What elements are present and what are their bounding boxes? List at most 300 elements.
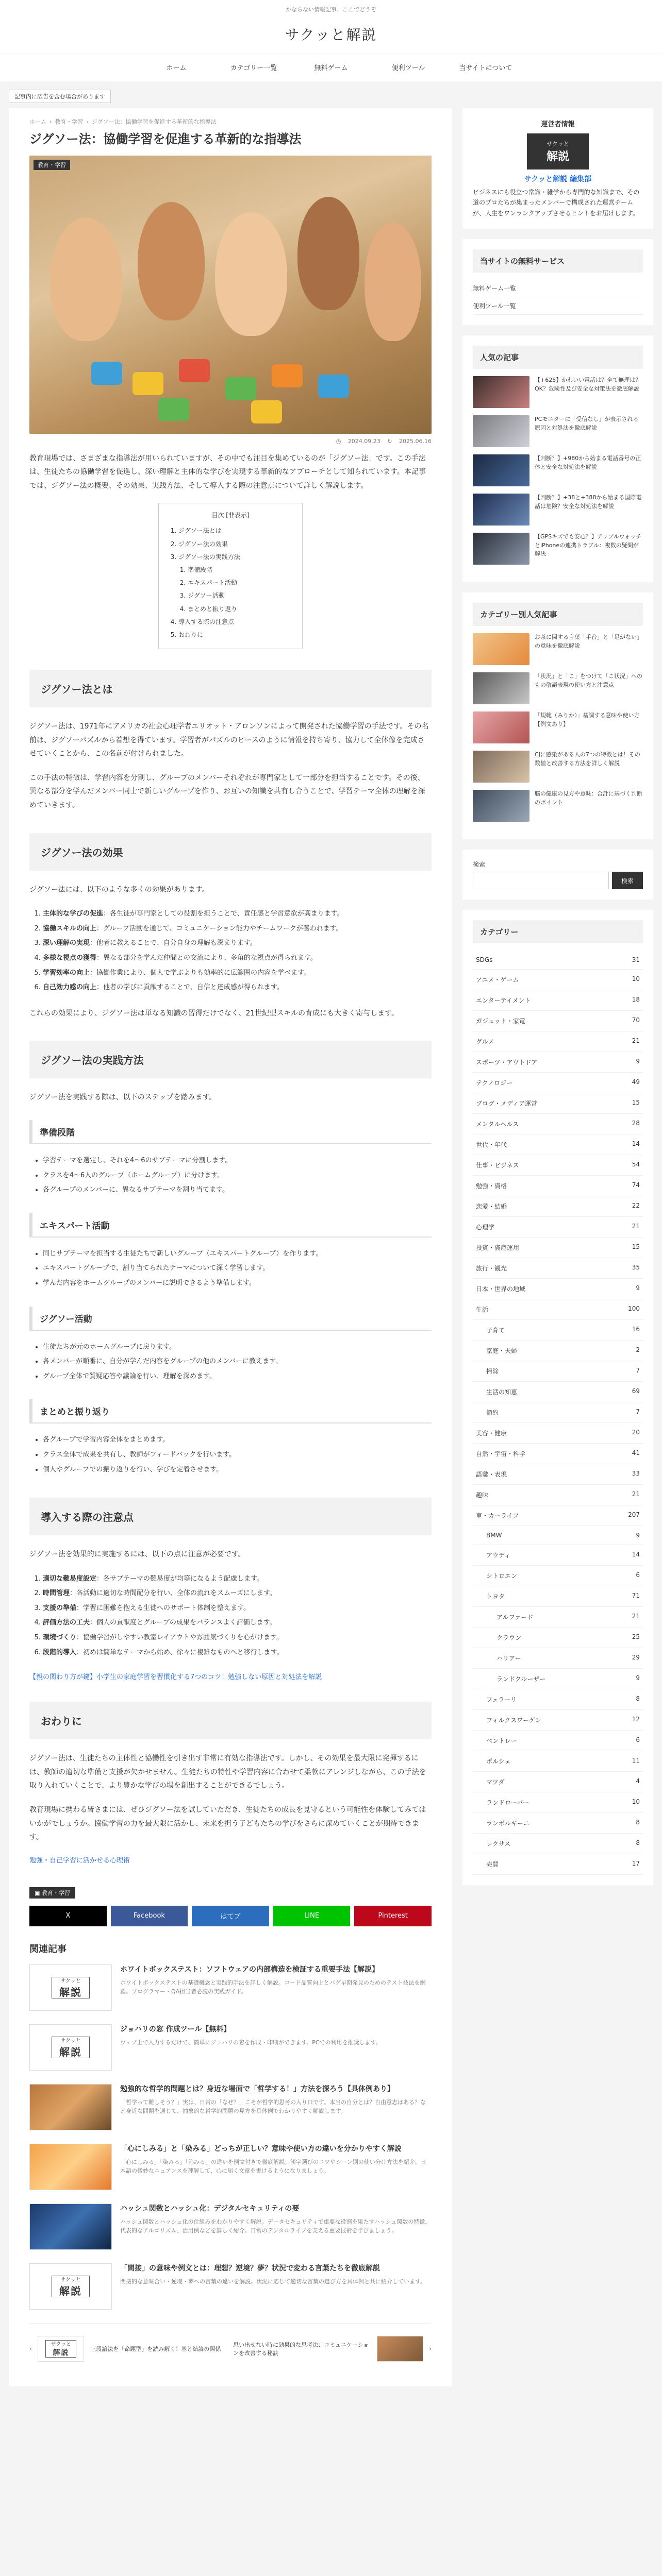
category-name[interactable]: 旅行・観光 xyxy=(476,1265,507,1273)
related-item[interactable] xyxy=(29,2263,432,2310)
paragraph: ジグソー法は、生徒たちの主体性と協働性を引き出す非常に有効な指導法です。しかし、その効果を最大限に発揮するには、教師の適切な準備と支援が欠かせません。生徒たちの特性や学習内容に合わせて柔軟にアレンジしながら、この手法を取り入れていくことで、より豊かな学びの場を創出することができるでしょう。 xyxy=(29,1754,426,1790)
prev-post-title: 三段論法を「命題型」を読み解く！基と結論の関係 xyxy=(90,2345,221,2352)
category-name[interactable]: ランドローバー xyxy=(486,1799,529,1807)
breadcrumb xyxy=(29,117,432,126)
category-row[interactable] xyxy=(473,1341,643,1361)
category-name[interactable]: アウディ xyxy=(486,1552,511,1560)
popular-item-title[interactable]: 【+625】かわいい電話は？全て無理は？OK？危険性及び安全な対策法を徹底解説 xyxy=(535,377,641,392)
recommended-item[interactable] xyxy=(473,672,643,704)
toc-subitem[interactable]: 1. 準備段階 xyxy=(188,564,293,577)
category-row[interactable] xyxy=(473,1669,643,1689)
category-name[interactable]: レクサス xyxy=(486,1840,511,1848)
popular-item[interactable] xyxy=(473,533,643,565)
paragraph: 教育現場に携わる皆さまには、ぜひジグソー法を試していただき、生徒たちの成長を見守るという可能性を体験してみてはいかがでしょうか。協働学習の力を最大限に活かし、未来を担う子どもたちの学びをさらに深めていくことが期待できます。 xyxy=(29,1806,426,1842)
category-name[interactable]: 心理学 xyxy=(476,1224,495,1231)
list-item xyxy=(43,936,432,951)
toc-item[interactable] xyxy=(178,616,293,629)
category-name[interactable]: 趣味 xyxy=(476,1492,489,1499)
share-button-x[interactable]: X xyxy=(29,1906,107,1926)
category-name[interactable]: シトロエン xyxy=(486,1572,518,1580)
owner-title: 運営者情報 xyxy=(541,121,575,128)
recommended-thumb xyxy=(473,790,529,822)
next-post-title: 思い出せない時に効果的な思考法：コミュニケーションを改善する秘訣 xyxy=(233,2341,369,2357)
nav-item[interactable]: カテゴリー一覧 xyxy=(230,64,277,72)
list-desc: 各サブテーマの難易度が均等になるよう配慮します。 xyxy=(103,1574,263,1583)
category-name[interactable]: 自然・宇宙・科学 xyxy=(476,1450,526,1458)
nav-item[interactable]: ホーム xyxy=(166,64,187,72)
category-count: 70 xyxy=(632,1016,640,1024)
category-row[interactable] xyxy=(473,1566,643,1586)
eyecatch-image xyxy=(29,156,432,434)
category-row[interactable] xyxy=(473,1751,643,1772)
list-separator: ： xyxy=(96,924,103,933)
category-name[interactable]: エンターテイメント xyxy=(476,997,531,1005)
category-row[interactable] xyxy=(473,1710,643,1731)
category-name[interactable]: ポルシェ xyxy=(486,1758,511,1766)
subsection-heading: まとめと振り返り xyxy=(29,1399,432,1423)
category-name[interactable]: トヨタ xyxy=(486,1593,505,1601)
categories-widget xyxy=(462,910,653,1885)
logo-small-text: サクッと xyxy=(60,2277,81,2283)
recommended-item-title[interactable]: お茶に関する言葉「手台」と「足がない」の意味を徹底解説 xyxy=(535,634,642,649)
toc-subitem[interactable]: 4. まとめと振り返り xyxy=(188,603,293,616)
related-thumb xyxy=(29,2084,112,2130)
popular-item-title[interactable]: 【判断？】+38と+388から始まる国際電話は危険？安全な対処法を解説 xyxy=(535,494,642,510)
category-row[interactable] xyxy=(473,1586,643,1607)
popular-item[interactable] xyxy=(473,415,643,447)
list-separator: ： xyxy=(90,969,97,977)
related-inline-link[interactable]: 勉強・自己学習に活かせる心理術 xyxy=(29,1856,130,1865)
site-logo-thumb xyxy=(52,1977,90,1998)
category-name[interactable]: フェラーリ xyxy=(486,1696,517,1704)
category-row[interactable] xyxy=(473,1731,643,1751)
category-name[interactable]: 恋愛・結婚 xyxy=(476,1203,507,1211)
category-count: 6 xyxy=(636,1736,640,1744)
article-intro: 教育現場では、さまざまな指導法が用いられていますが、その中でも注目を集めているのが「ジグソー法」です。この手法は、生徒たちの協働学習を促進し、深い理解と主体的な学びを実現する革新的なアプローチとして知られています。本記事では、ジグソー法の概要、その効果、実践方法、そして導入する際の注意点について詳しく解説します。 xyxy=(29,454,426,490)
toc-item-label[interactable]: 導入する際の注意点 xyxy=(178,618,235,625)
popular-thumb xyxy=(473,494,529,526)
category-row[interactable] xyxy=(473,951,643,970)
post-pager xyxy=(29,2323,432,2366)
step-list xyxy=(29,1340,432,1384)
category-row[interactable] xyxy=(473,1279,643,1299)
list-desc: 学習に困難を抱える生徒へのサポート体制を整えます。 xyxy=(83,1604,250,1612)
list-item: • グループ全体で質疑応答や議論を行い、理解を深めます。 xyxy=(43,1369,432,1384)
list-item: • クラスを4〜6人のグループ（ホームグループ）に分けます。 xyxy=(43,1168,432,1183)
toc-item[interactable] xyxy=(178,629,293,641)
category-row[interactable] xyxy=(473,1648,643,1669)
popular-item-title[interactable]: 【判断？】+980から始まる電話番号の正体と安全な対処法を解説 xyxy=(535,455,641,470)
category-row[interactable] xyxy=(473,1689,643,1710)
category-row[interactable] xyxy=(473,1526,643,1545)
prev-thumb xyxy=(38,2336,84,2362)
category-row[interactable] xyxy=(473,1423,643,1444)
logo-big-text: 解説 xyxy=(59,2284,82,2297)
list-separator: ： xyxy=(76,1648,84,1656)
toc-item-label[interactable]: ジグソー法の実践方法 xyxy=(178,553,240,561)
steps-container xyxy=(29,1120,432,1477)
recommended-widget xyxy=(462,592,653,839)
page-bottom-space xyxy=(0,2386,662,2402)
popular-item-title[interactable]: PCモニターに「受信なし」が表示される原因と対処法を徹底解説 xyxy=(535,416,639,431)
share-button-facebook[interactable]: Facebook xyxy=(111,1906,188,1926)
category-row[interactable] xyxy=(473,1093,643,1114)
category-name[interactable]: 世代・年代 xyxy=(476,1141,507,1149)
recommended-item-title[interactable]: 「状況」と「こ」をつけて「こ状況」へのもの敬語表現の使い方と注意点 xyxy=(535,673,642,688)
list-desc: 各生徒が専門家としての役割を担うことで、責任感と学習意欲が高まります。 xyxy=(110,910,344,918)
recommended-list xyxy=(473,633,643,822)
category-name[interactable]: テクノロジー xyxy=(476,1079,513,1087)
list-term: 自己効力感の向上 xyxy=(43,984,97,992)
nav-item[interactable]: 当サイトについて xyxy=(459,64,512,72)
category-name[interactable]: ベントレー xyxy=(486,1737,518,1745)
list-item: • 同じサブテーマを担当する生徒たちで新しいグループ（エキスパートグループ）を作ります。 xyxy=(43,1247,432,1262)
puzzle-piece xyxy=(133,372,163,395)
section-heading: ジグソー法の効果 xyxy=(29,833,432,871)
list-item: • 学んだ内容をホームグループのメンバーに説明できるよう準備します。 xyxy=(43,1276,432,1291)
category-row[interactable] xyxy=(473,1545,643,1566)
category-count: 54 xyxy=(632,1161,640,1168)
related-item-title[interactable]: ジョハリの窓 作成ツール【無料】 xyxy=(120,2025,231,2033)
list-separator: ： xyxy=(103,910,110,918)
list-separator: ： xyxy=(76,1604,84,1612)
list-term: 時間管理 xyxy=(43,1589,70,1598)
category-row[interactable] xyxy=(473,1196,643,1217)
category-name[interactable]: 投資・資産運用 xyxy=(476,1244,520,1252)
category-name[interactable]: ガジェット・家電 xyxy=(476,1018,525,1025)
list-desc: グループ活動を通じて、コミュニケーション能力やチームワークが養われます。 xyxy=(103,924,343,933)
toc-subitem[interactable]: 2. エキスパート活動 xyxy=(188,577,293,589)
category-count: 41 xyxy=(632,1449,640,1457)
recommended-item[interactable] xyxy=(473,633,643,665)
related-item[interactable] xyxy=(29,2204,432,2250)
related-item[interactable] xyxy=(29,2084,432,2130)
category-name[interactable]: 仕事・ビジネス xyxy=(476,1162,519,1170)
category-count: 7 xyxy=(636,1367,640,1375)
category-row[interactable] xyxy=(473,1607,643,1628)
owner-name[interactable]: サクッと解説 編集部 xyxy=(524,175,592,183)
list-item: • 各グループのメンバーに、異なるサブテーマを割り当てます。 xyxy=(43,1183,432,1198)
popular-thumb xyxy=(473,533,529,565)
category-name[interactable]: メンタルヘルス xyxy=(476,1121,519,1128)
category-row[interactable] xyxy=(473,1073,643,1093)
section-heading: おわりに xyxy=(29,1702,432,1739)
category-row[interactable] xyxy=(473,1299,643,1320)
list-separator: ： xyxy=(90,1619,97,1627)
popular-item[interactable] xyxy=(473,376,643,408)
category-count: 15 xyxy=(632,1099,640,1107)
related-item-excerpt: 間接的な意味合い・逆境・夢への言葉の違いを解説。状況に応じて適切な言葉の選び方を具体例と共に紹介しています。 xyxy=(120,2278,426,2285)
category-name[interactable]: スポーツ・アウトドア xyxy=(476,1059,538,1066)
category-count: 2 xyxy=(636,1346,640,1354)
category-count: 10 xyxy=(632,1798,640,1806)
related-item[interactable] xyxy=(29,1964,432,2011)
category-row[interactable] xyxy=(473,1628,643,1648)
share-button-pinterest[interactable]: Pinterest xyxy=(354,1906,432,1926)
service-link[interactable]: 無料ゲーム一覧 xyxy=(473,280,643,297)
category-row[interactable] xyxy=(473,1176,643,1196)
related-list xyxy=(29,1964,432,2310)
category-name[interactable]: 生活の知恵 xyxy=(486,1388,518,1396)
toc-item-label[interactable]: ジグソー法の効果 xyxy=(178,540,228,548)
owner-widget xyxy=(462,108,653,229)
service-link[interactable]: 便利ツール一覧 xyxy=(473,297,643,315)
category-row[interactable] xyxy=(473,1402,643,1423)
list-item: • 各グループで学習内容全体をまとめます。 xyxy=(43,1433,432,1448)
category-count: 10 xyxy=(632,975,640,983)
recommended-item[interactable] xyxy=(473,790,643,822)
share-button-line[interactable]: LINE xyxy=(273,1906,351,1926)
related-text xyxy=(120,1964,432,2011)
category-row[interactable] xyxy=(473,1052,643,1073)
breadcrumb-item[interactable]: ホーム xyxy=(29,118,46,125)
category-name[interactable]: 掃除 xyxy=(486,1368,499,1376)
child-figure xyxy=(215,212,287,336)
category-name[interactable]: ランドクルーザー xyxy=(496,1675,546,1683)
recommended-item-title[interactable]: 脳の健康の見方や意味：合計に基づく判断のポイント xyxy=(535,790,642,806)
list-desc: 異なる部分を学んだ仲間との交流により、多角的な視点が得られます。 xyxy=(103,954,317,962)
category-count: 49 xyxy=(632,1078,640,1086)
recommended-thumb xyxy=(473,751,529,783)
related-thumb xyxy=(29,2144,112,2190)
category-count: 71 xyxy=(632,1592,640,1600)
recommended-item[interactable] xyxy=(473,751,643,783)
category-row[interactable] xyxy=(473,990,643,1011)
toc-item-label[interactable]: ジグソー法とは xyxy=(178,527,222,535)
category-name[interactable]: アニメ・ゲーム xyxy=(476,976,519,984)
list-desc: 協働学習がしやすい教室レイアウトや雰囲気づくりを心がけます。 xyxy=(83,1634,283,1642)
category-name[interactable]: 美容・健康 xyxy=(476,1430,507,1437)
category-count: 14 xyxy=(632,1551,640,1558)
list-item: • 個人やグループでの振り返りを行い、学びを定着させます。 xyxy=(43,1463,432,1478)
category-name[interactable]: 家庭・夫婦 xyxy=(486,1347,518,1355)
paragraph: ジグソー法には、以下のような多くの効果があります。 xyxy=(29,885,209,894)
related-item-title[interactable]: ハッシュ関数とハッシュ化：デジタルセキュリティの要 xyxy=(120,2204,300,2213)
popular-item-title[interactable]: 【GPSキズでも安心？】アップルウォッチとiPhoneの連携トラブル：複数の疑問が解決 xyxy=(535,533,642,557)
site-title[interactable]: サクッと解説 xyxy=(285,26,377,43)
search-button[interactable]: 検索 xyxy=(612,872,643,889)
search-widget xyxy=(462,850,653,900)
toc-item[interactable] xyxy=(178,524,293,537)
chevron-left-icon: ‹ xyxy=(29,2345,32,2352)
category-row[interactable] xyxy=(473,1382,643,1402)
category-count: 15 xyxy=(632,1243,640,1251)
toc-subitem[interactable]: 3. ジグソー活動 xyxy=(188,589,293,602)
category-row[interactable] xyxy=(473,1854,643,1875)
category-row[interactable] xyxy=(473,1505,643,1526)
category-name[interactable]: ブログ・メディア運営 xyxy=(476,1100,538,1108)
category-row[interactable] xyxy=(473,1772,643,1792)
child-figure xyxy=(138,202,205,320)
breadcrumb-item[interactable]: 教育・学習 xyxy=(55,118,84,125)
child-figure xyxy=(50,217,122,341)
category-name[interactable]: 生活 xyxy=(476,1306,489,1314)
list-item xyxy=(43,980,432,995)
category-name[interactable]: グルメ xyxy=(476,1038,494,1046)
category-count: 207 xyxy=(628,1511,640,1519)
chevron-right-icon: › xyxy=(429,2345,432,2352)
recommended-item-title[interactable]: CJに感染がある人の7つの特徴とは！その数値と改善する方法を詳しく解説 xyxy=(535,751,640,767)
list-item xyxy=(43,1631,432,1646)
category-row[interactable] xyxy=(473,1031,643,1052)
list-term: 多様な視点の獲得 xyxy=(43,954,97,962)
breadcrumb-item: ジグソー法：協働学習を促進する革新的な指導法 xyxy=(91,118,217,125)
category-row[interactable] xyxy=(473,1813,643,1834)
prev-post-link[interactable] xyxy=(29,2332,228,2366)
section-heading: 導入する際の注意点 xyxy=(29,1498,432,1535)
list-desc: 各活動に適切な時間配分を行い、全体の流れをスムーズにします。 xyxy=(76,1589,276,1598)
popular-title: 人気の記事 xyxy=(473,346,643,369)
puzzle-piece xyxy=(318,375,349,398)
popular-thumb xyxy=(473,415,529,447)
subsection-heading: 準備段階 xyxy=(29,1120,432,1144)
category-badge[interactable]: ▣ 教育・学習 xyxy=(29,1887,75,1899)
category-row[interactable] xyxy=(473,1238,643,1258)
logo-big-text: 解説 xyxy=(59,2045,82,2058)
category-count: 18 xyxy=(632,996,640,1004)
services-title: 当サイトの無料サービス xyxy=(473,249,643,273)
search-input[interactable] xyxy=(473,872,609,889)
category-row[interactable] xyxy=(473,1444,643,1464)
chevron-right-icon: › xyxy=(49,118,52,125)
category-name[interactable]: 節約 xyxy=(486,1409,499,1417)
category-count: 6 xyxy=(636,1571,640,1579)
related-text xyxy=(120,2024,382,2071)
puzzle-piece xyxy=(158,398,189,421)
category-count: 22 xyxy=(632,1202,640,1210)
toc-item[interactable] xyxy=(178,538,293,551)
puzzle-piece xyxy=(225,377,256,400)
list-separator: ： xyxy=(96,1574,104,1583)
category-name[interactable]: SDGs xyxy=(476,956,493,964)
related-inline-link[interactable]: 【親の関わり方が鍵】小学生の家庭学習を習慣化する7つのコツ！勉強しない原因と対処法を解説 xyxy=(29,1673,322,1682)
chevron-right-icon: › xyxy=(86,118,89,125)
toc-item[interactable] xyxy=(178,551,293,616)
category-count: 21 xyxy=(632,1613,640,1620)
puzzle-piece xyxy=(272,364,303,387)
popular-item[interactable] xyxy=(473,454,643,486)
list-separator: ： xyxy=(96,954,104,962)
category-row[interactable] xyxy=(473,1485,643,1505)
table-of-contents xyxy=(158,503,303,649)
recommended-item[interactable] xyxy=(473,711,643,743)
list-item: • クラス全体で成果を共有し、教師がフィードバックを行います。 xyxy=(43,1448,432,1463)
ad-notice: 記事内に広告を含む場合があります xyxy=(9,90,111,103)
category-row[interactable] xyxy=(473,1114,643,1134)
category-name[interactable]: 子育て xyxy=(486,1327,505,1334)
list-term: 深い理解の実現 xyxy=(43,939,90,947)
nav-item[interactable]: 無料ゲーム xyxy=(314,64,348,72)
category-count: 7 xyxy=(636,1408,640,1416)
category-name[interactable]: 勉強・資格 xyxy=(476,1182,507,1190)
category-name[interactable]: ハリアー xyxy=(496,1655,521,1663)
published-date: ◷ 2024.09.23 xyxy=(336,437,380,445)
category-count: 25 xyxy=(632,1633,640,1641)
list-item xyxy=(43,1646,432,1660)
related-item-title[interactable]: 「間接」の意味や例文とは：理想？逆境？夢？状況で変わる言葉たちを徹底解説 xyxy=(120,2264,380,2273)
list-item xyxy=(43,1601,432,1616)
category-row[interactable] xyxy=(473,1834,643,1854)
list-desc: 他者に教えることで、自分自身の理解も深まります。 xyxy=(96,939,257,947)
category-row[interactable] xyxy=(473,1155,643,1176)
category-count: 28 xyxy=(632,1120,640,1127)
popular-item[interactable] xyxy=(473,494,643,526)
next-post-link[interactable] xyxy=(233,2332,432,2366)
category-name[interactable]: ランボルギーニ xyxy=(486,1820,530,1827)
list-item xyxy=(43,1616,432,1631)
list-item xyxy=(43,1572,432,1587)
step-list xyxy=(29,1247,432,1291)
list-desc: 初めは簡単なテーマから始め、徐々に複雑なものへと移行します。 xyxy=(83,1648,284,1656)
category-row[interactable] xyxy=(473,1792,643,1813)
related-item-excerpt: ハッシュ関数とハッシュ化の仕組みをわかりやすく解説。データセキュリティで重要な役割を果たすハッシュ関数の特徴、代表的なアルゴリズム、活用例などを詳しく紹介。日常のデジタルライフを支える重要技術を学びましょう。 xyxy=(120,2218,431,2234)
category-row[interactable] xyxy=(473,970,643,990)
owner-bio: ビジネスにも役立つ常識・雑学から専門的な知識まで、その道のプロたちが集まったメンバーで構成された運営チームが、人生をワンランクアップさせるヒントをお届けします。 xyxy=(473,189,640,217)
toc-item-label[interactable]: おわりに xyxy=(178,631,204,638)
child-figure xyxy=(297,197,359,310)
nav-item[interactable]: 便利ツール xyxy=(391,64,425,72)
category-count: 8 xyxy=(636,1819,640,1826)
category-row[interactable] xyxy=(473,1361,643,1382)
related-item[interactable] xyxy=(29,2024,432,2071)
services-widget xyxy=(462,239,653,325)
category-count: 69 xyxy=(632,1387,640,1395)
related-item[interactable] xyxy=(29,2144,432,2190)
list-item xyxy=(43,966,432,981)
category-name[interactable]: 語彙・表現 xyxy=(476,1471,507,1479)
article-title: ジグソー法：協働学習を促進する革新的な指導法 xyxy=(29,132,302,146)
category-row[interactable] xyxy=(473,1258,643,1279)
related-item-title[interactable]: 「心にしみる」と「染みる」どっちが正しい？意味や使い方の違いを分かりやすく解説 xyxy=(120,2144,402,2153)
category-row[interactable] xyxy=(473,1464,643,1485)
category-count: 12 xyxy=(632,1716,640,1723)
eyecatch-category-label[interactable]: 教育・学習 xyxy=(34,160,70,170)
section-heading: ジグソー法とは xyxy=(29,670,432,707)
category-row[interactable] xyxy=(473,1217,643,1238)
site-logo-thumb: サクッと 解説 xyxy=(45,2340,76,2358)
list-item xyxy=(43,907,432,922)
category-row[interactable] xyxy=(473,1011,643,1031)
category-count: 74 xyxy=(632,1181,640,1189)
puzzle-piece xyxy=(91,362,122,385)
share-button-はてブ[interactable]: はてブ xyxy=(192,1906,269,1926)
list-term: 段階的導入 xyxy=(43,1648,77,1656)
category-name[interactable]: 車・カーライフ xyxy=(476,1512,519,1520)
category-count: 14 xyxy=(632,1140,640,1148)
category-count: 9 xyxy=(636,1674,640,1682)
category-name[interactable]: マツダ xyxy=(486,1778,505,1786)
toc-title[interactable]: 目次 [非表示] xyxy=(211,512,250,519)
category-name[interactable]: クラウン xyxy=(496,1634,522,1642)
category-name[interactable]: 日本・世界の地域 xyxy=(476,1285,526,1293)
related-item-title[interactable]: 勉強的な哲学的問題とは？身近な場面で「哲学する！」方法を探ろう【具体例あり】 xyxy=(120,2084,394,2093)
category-name[interactable]: 売買 xyxy=(486,1861,499,1869)
category-name[interactable]: アルファード xyxy=(496,1614,534,1621)
search-label: 検索 xyxy=(473,861,486,869)
paragraph: ジグソー法は、1971年にアメリカの社会心理学者エリオット・アロンソンによって開発された協働学習の手法です。その名前は、ジグソーパズルから着想を得ています。学習者がパズルのピースのように情報を持ち寄り、協力して全体像を完成させていくことから、この名前が付けられました。 xyxy=(29,722,429,758)
category-name[interactable]: BMW xyxy=(486,1532,502,1539)
category-row[interactable] xyxy=(473,1134,643,1155)
share-buttons xyxy=(29,1906,432,1926)
related-item-title[interactable]: ホワイトボックステスト：ソフトウェアの内部構造を検証する重要手法【解説】 xyxy=(120,1965,379,1974)
category-name[interactable]: フォルクスワーゲン xyxy=(486,1717,541,1724)
recommended-thumb xyxy=(473,672,529,704)
list-separator: ： xyxy=(96,984,104,992)
article-dates xyxy=(29,438,432,445)
category-row[interactable] xyxy=(473,1320,643,1341)
recommended-item-title[interactable]: 「規範（みりか）」基調する意味や使い方【例文あり】 xyxy=(535,712,640,727)
updated-date: ↻ 2025.06.16 xyxy=(387,437,432,445)
